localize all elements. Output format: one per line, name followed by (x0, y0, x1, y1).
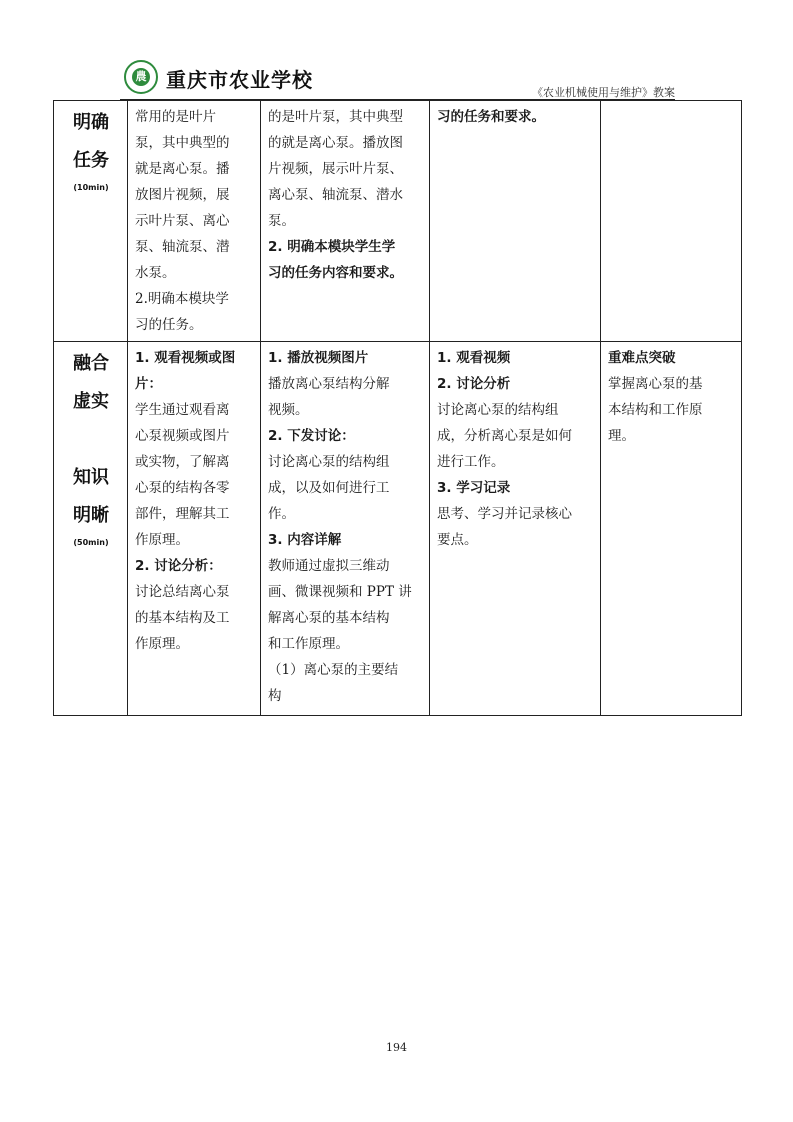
school-name: 重庆市农业学校 (166, 68, 313, 92)
cell-heading: 3. 学习记录 (437, 480, 511, 496)
cell-line: 作。 (268, 506, 295, 522)
cell-heading: 习的任务内容和要求。 (268, 265, 403, 281)
cell-line: 离心泵、轴流泵、潜水 (268, 187, 403, 203)
cell-heading: 1. 播放视频图片 (268, 350, 369, 366)
cell-line: 视频。 (268, 402, 309, 418)
stage-title: 明确 (73, 112, 109, 133)
cell-line: 心泵的结构各零 (135, 480, 230, 496)
lesson-plan-table (53, 100, 742, 716)
cell-line: 掌握离心泵的基 (608, 376, 703, 392)
table-row (54, 101, 742, 342)
cell-line: 的基本结构及工 (135, 610, 230, 626)
stage-time: (50min) (73, 538, 109, 547)
cell-line: 水泵。 (135, 265, 176, 281)
cell-heading: 2. 下发讨论： (268, 428, 355, 444)
cell-line: 构 (268, 688, 282, 704)
cell-line: 讨论离心泵的结构组 (437, 402, 559, 418)
stage-title: 融合 (73, 353, 109, 374)
cell-line: 学生通过观看离 (135, 402, 230, 418)
student-activity-cell (430, 342, 601, 716)
cell-line: 常用的是叶片 (135, 109, 216, 125)
notes-cell (601, 101, 742, 342)
teacher-activity-cell (128, 342, 261, 716)
notes-cell (601, 342, 742, 716)
school-logo (124, 60, 158, 94)
stage-title: 明晰 (73, 505, 109, 526)
stage-spacer (61, 421, 121, 459)
stage-time: (10min) (73, 183, 109, 192)
cell-heading: 习的任务和要求。 (437, 109, 545, 125)
method-cell (261, 101, 430, 342)
cell-heading: 1. 观看视频或图 (135, 350, 236, 366)
cell-line: 进行工作。 (437, 454, 505, 470)
cell-line: 泵、轴流泵、潜 (135, 239, 230, 255)
cell-line: 的是叶片泵，其中典型 (268, 109, 403, 125)
cell-line: 放图片视频，展 (135, 187, 230, 203)
table-row (54, 342, 742, 716)
cell-line: 和工作原理。 (268, 636, 349, 652)
course-title: 《农业机械使用与维护》教案 (532, 86, 675, 99)
cell-line: 画、微课视频和 PPT 讲 (268, 584, 412, 600)
method-cell (261, 342, 430, 716)
cell-heading: 重难点突破 (608, 350, 676, 366)
cell-line: 思考、学习并记录核心 (437, 506, 572, 522)
cell-line: （1）离心泵的主要结 (268, 662, 399, 678)
cell-line: 讨论离心泵的结构组 (268, 454, 390, 470)
school-emblem-icon (132, 68, 150, 86)
cell-line: 泵。 (268, 213, 295, 229)
teacher-activity-cell (128, 101, 261, 342)
cell-heading: 片： (135, 376, 162, 392)
stage-title: 虚实 (73, 391, 109, 412)
cell-line: 本结构和工作原 (608, 402, 703, 418)
cell-line: 理。 (608, 428, 635, 444)
cell-line: 片视频，展示叶片泵、 (268, 161, 403, 177)
stage-title: 知识 (73, 467, 109, 488)
cell-line: 泵，其中典型的 (135, 135, 230, 151)
cell-heading: 2. 讨论分析： (135, 558, 222, 574)
cell-line: 教师通过虚拟三维动 (268, 558, 390, 574)
cell-line: 2.明确本模块学 (135, 291, 229, 307)
cell-line: 习的任务。 (135, 317, 203, 333)
cell-line: 示叶片泵、离心 (135, 213, 230, 229)
cell-heading: 2. 明确本模块学生学 (268, 239, 396, 255)
student-activity-cell (430, 101, 601, 342)
cell-line: 要点。 (437, 532, 478, 548)
cell-line: 播放离心泵结构分解 (268, 376, 390, 392)
cell-line: 成，以及如何进行工 (268, 480, 390, 496)
stage-title: 任务 (73, 150, 109, 171)
cell-line: 心泵视频或图片 (135, 428, 230, 444)
cell-line: 成，分析离心泵是如何 (437, 428, 572, 444)
cell-line: 或实物，了解离 (135, 454, 230, 470)
cell-line: 解离心泵的基本结构 (268, 610, 390, 626)
cell-line: 就是离心泵。播 (135, 161, 230, 177)
cell-line: 作原理。 (135, 636, 189, 652)
cell-line: 作原理。 (135, 532, 189, 548)
page-header (120, 56, 675, 100)
page-number: 194 (386, 1041, 407, 1054)
cell-line: 讨论总结离心泵 (135, 584, 230, 600)
school-emblem-mark: 農 (135, 70, 147, 83)
stage-cell (54, 101, 128, 342)
cell-heading: 1. 观看视频 (437, 350, 511, 366)
stage-cell (54, 342, 128, 716)
cell-heading: 2. 讨论分析 (437, 376, 511, 392)
cell-line: 的就是离心泵。播放图 (268, 135, 403, 151)
cell-heading: 3. 内容详解 (268, 532, 342, 548)
cell-line: 部件，理解其工 (135, 506, 230, 522)
